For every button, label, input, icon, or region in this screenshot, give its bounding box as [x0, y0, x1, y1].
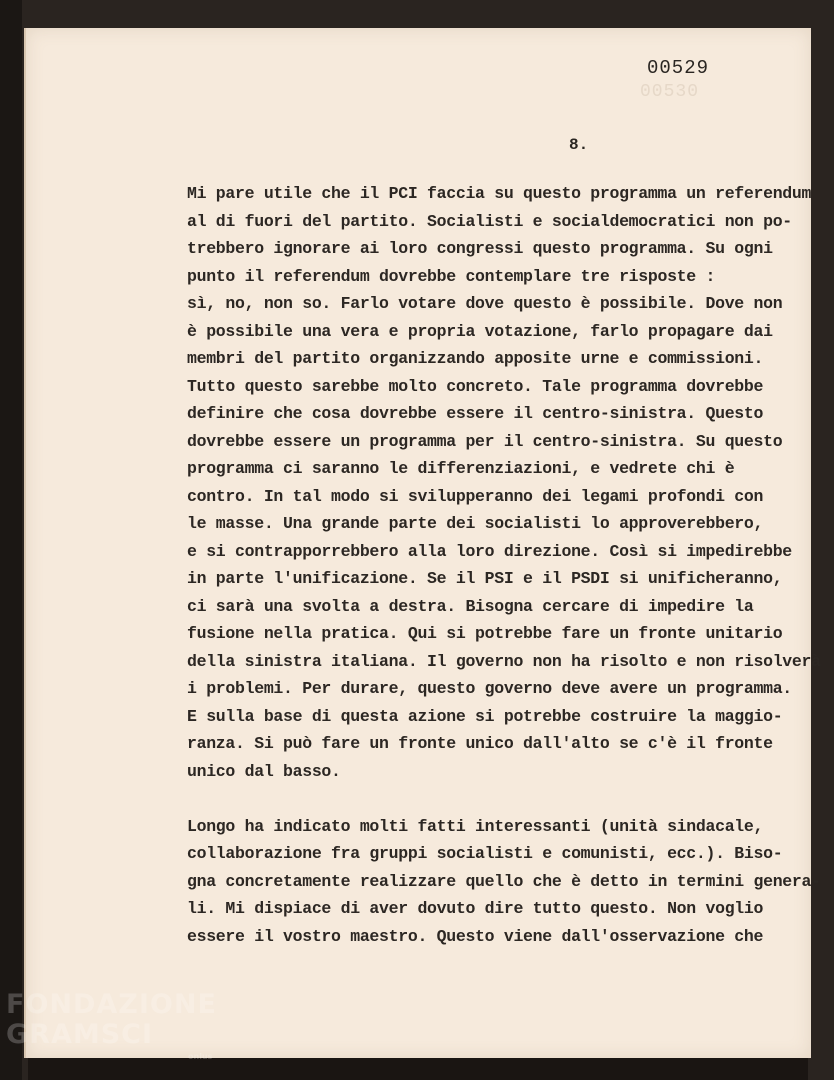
- text-line: trebbero ignorare ai loro congressi questo programma. Su ogni: [187, 239, 773, 258]
- paragraph-2: [187, 813, 821, 951]
- text-line: le masse. Una grande parte dei socialisti lo approverebbero,: [187, 514, 764, 533]
- text-line: è possibile una vera e propria votazione, farlo propagare dai: [187, 321, 773, 341]
- scan-bottom-edge: [28, 1058, 808, 1080]
- text-line: contro. In tal modo si svilupperanno dei legami profondi con: [187, 486, 764, 506]
- text-line: membri del partito organizzando apposite urne e commissioni.: [187, 349, 764, 368]
- text-line: ranza. Si può fare un fronte unico dall'alto se c'è il fronte: [187, 734, 773, 753]
- page-number: 8.: [569, 136, 589, 154]
- paragraph-1: [187, 180, 821, 785]
- text-line: fusione nella pratica. Qui si potrebbe fare un fronte unitario: [187, 624, 783, 643]
- bleed-through-number: 00530: [640, 82, 700, 102]
- text-line: E sulla base di questa azione si potrebbe costruire la maggio-: [187, 706, 783, 726]
- text-line: sì, no, non so. Farlo votare dove questo è possibile. Dove non: [187, 294, 783, 313]
- body-text: [187, 180, 821, 950]
- text-line: essere il vostro maestro. Questo viene dall'osservazione che: [187, 926, 764, 946]
- text-line: in parte l'unificazione. Se il PSI e il PSDI si unificheranno,: [187, 569, 783, 588]
- text-line: dovrebbe essere un programma per il centro-sinistra. Su questo: [187, 431, 783, 451]
- text-line: Longo ha indicato molti fatti interessanti (unità sindacale,: [187, 816, 764, 836]
- archive-number: 00529: [647, 57, 710, 79]
- text-line: gna concretamente realizzare quello che è detto in termini genera-: [187, 871, 821, 891]
- fondazione-gramsci-watermark: [6, 989, 217, 1061]
- text-line: programma ci saranno le differenziazioni, e vedrete chi è: [187, 459, 735, 478]
- text-line: Mi pare utile che il PCI faccia su questo programma un referendum: [187, 184, 812, 203]
- paragraph-gap: [187, 785, 807, 813]
- text-line: i problemi. Per durare, questo governo deve avere un programma.: [187, 679, 792, 698]
- text-line: Tutto questo sarebbe molto concreto. Tale programma dovrebbe: [187, 376, 764, 396]
- text-line: ci sarà una svolta a destra. Bisogna cercare di impedire la: [187, 596, 754, 616]
- text-line: al di fuori del partito. Socialisti e socialdemocratici non po-: [187, 211, 792, 231]
- text-line: li. Mi dispiace di aver dovuto dire tutto questo. Non voglio: [187, 899, 764, 918]
- text-line: della sinistra italiana. Il governo non ha risolto e non risolverà: [187, 651, 821, 671]
- watermark-line-2: GRAMSCI: [6, 1019, 154, 1050]
- scan-left-edge: [0, 0, 22, 1080]
- text-line: collaborazione fra gruppi socialisti e comunisti, ecc.). Biso-: [187, 844, 783, 863]
- text-line: definire che cosa dovrebbe essere il centro-sinistra. Questo: [187, 404, 764, 423]
- text-line: e si contrapporrebbero alla loro direzione. Così si impedirebbe: [187, 541, 792, 561]
- watermark-line-1: FONDAZIONE: [6, 989, 217, 1020]
- text-line: punto il referendum dovrebbe contemplare tre risposte :: [187, 266, 716, 286]
- text-line: unico dal basso.: [187, 761, 341, 781]
- watermark-tag: onlus: [188, 1052, 213, 1061]
